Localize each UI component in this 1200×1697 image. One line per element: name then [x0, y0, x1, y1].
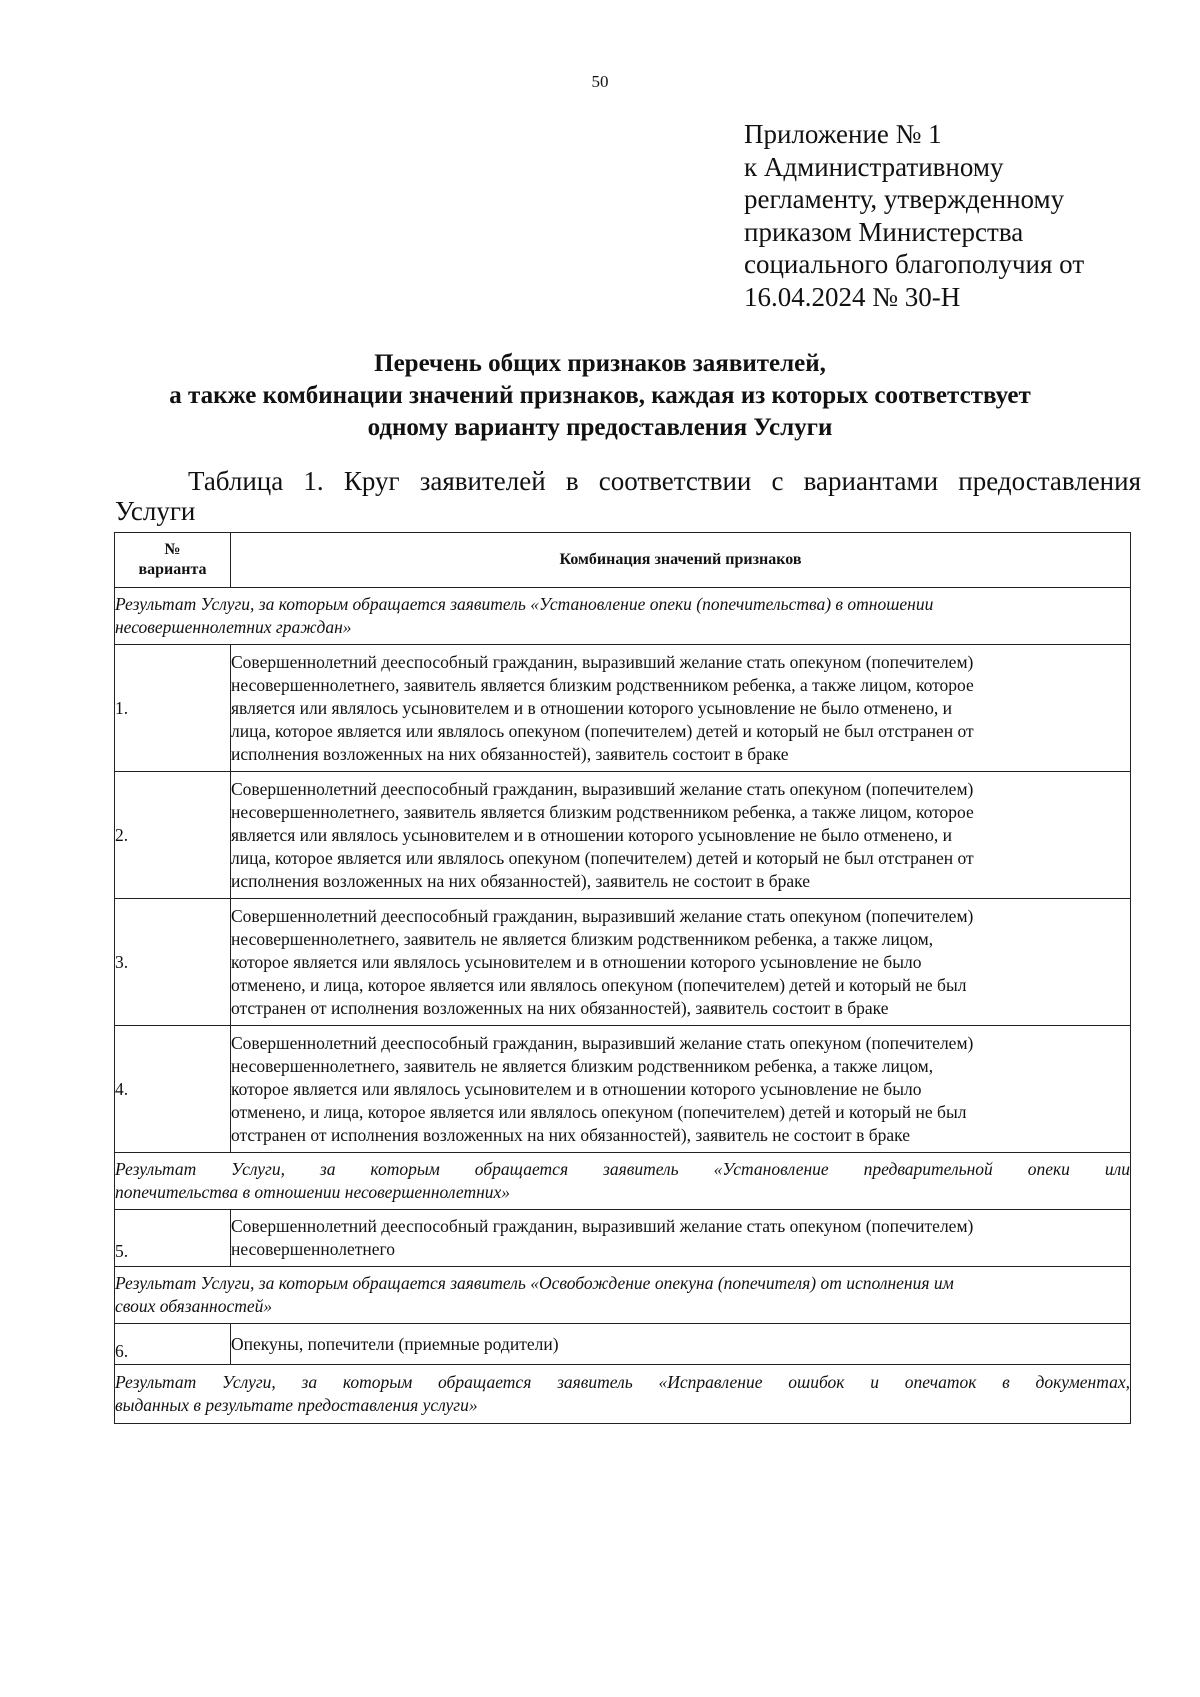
result-line: выданных в результате предоставления услуги» — [115, 1395, 478, 1415]
table-row — [115, 772, 1131, 899]
description-line: отменено, и лица, которое является или являлось опекуном (попечителем) детей и который не был — [231, 974, 967, 995]
variant-number: 2. — [115, 772, 231, 899]
description-line: Опекуны, попечители (приемные родители) — [231, 1333, 559, 1354]
title-line: одному варианту предоставления Услуги — [367, 414, 833, 441]
result-cell — [115, 1365, 1131, 1424]
description-line: Совершеннолетний дееспособный гражданин, выразивший желание стать опекуном (попечителем) — [231, 651, 974, 672]
description-line: Совершеннолетний дееспособный гражданин, выразивший желание стать опекуном (попечителем) — [231, 1032, 974, 1053]
description-line: отстранен от исполнения возложенных на них обязанностей), заявитель не состоит в браке — [231, 1124, 910, 1145]
result-row — [115, 1153, 1131, 1210]
appendix-line: 16.04.2024 № 30-Н — [744, 281, 961, 312]
result-line: Результат Услуги, за которым обращается заявитель «Установление предварительной опеки или — [115, 1159, 1130, 1179]
header-combination: Комбинация значений признаков — [231, 533, 1131, 588]
appendix-line: приказом Министерства — [744, 216, 1024, 247]
title-line: а также комбинации значений признаков, каждая из которых соответствует — [169, 382, 1031, 409]
description-line: несовершеннолетнего, заявитель является близким родственником ребенка, а также лицом, которое — [231, 801, 974, 822]
appendix-line: к Административному — [744, 151, 1004, 182]
variant-description — [231, 1324, 1131, 1365]
variant-number: 1. — [115, 645, 231, 772]
result-line: Результат Услуги, за которым обращается заявитель «Освобождение опекуна (попечителя) от исполнения им — [115, 1273, 954, 1293]
variant-number: 4. — [115, 1026, 231, 1153]
appendix-block — [744, 118, 1164, 313]
result-line: Результат Услуги, за которым обращается заявитель «Исправление ошибок и опечаток в документах, — [115, 1372, 1130, 1392]
caption-line: Услуги — [115, 496, 196, 526]
description-line: лица, которое является или являлось опекуном (попечителем) детей и который не был отстранен от — [231, 720, 974, 741]
result-cell — [115, 588, 1131, 645]
description-line: Совершеннолетний дееспособный гражданин, выразивший желание стать опекуном (попечителем) — [231, 905, 974, 926]
variant-description — [231, 645, 1131, 772]
description-line: которое является или являлось усыновителем и в отношении которого усыновление не было — [231, 1078, 922, 1099]
description-line: несовершеннолетнего — [231, 1239, 396, 1259]
header-num-label: варианта — [138, 561, 207, 578]
appendix-line: социального благополучия от — [744, 249, 1085, 279]
document-title — [100, 348, 1100, 444]
description-line: исполнения возложенных на них обязанностей), заявитель не состоит в браке — [231, 870, 811, 891]
description-line: является или являлось усыновителем и в отношении которого усыновление не было отменено, и — [231, 824, 953, 845]
variant-description — [231, 772, 1131, 899]
variant-description — [231, 1026, 1131, 1153]
description-line: несовершеннолетнего, заявитель не является близким родственником ребенка, а также лицом, — [231, 928, 934, 949]
header-variant-number — [115, 533, 231, 588]
result-row — [115, 588, 1131, 645]
result-cell — [115, 1267, 1131, 1324]
description-line: которое является или являлось усыновителем и в отношении которого усыновление не было — [231, 951, 922, 972]
table-row — [115, 1210, 1131, 1267]
header-num-symbol: № — [164, 541, 181, 558]
description-line: является или являлось усыновителем и в отношении которого усыновление не было отменено, и — [231, 697, 953, 718]
variant-description — [231, 1210, 1131, 1267]
table-row — [115, 1026, 1131, 1153]
appendix-line: Приложение № 1 — [744, 119, 942, 149]
description-line: исполнения возложенных на них обязанностей), заявитель состоит в браке — [231, 743, 789, 764]
variant-number: 5. — [115, 1210, 231, 1267]
appendix-line: регламенту, утвержденному — [744, 184, 1065, 214]
description-line: лица, которое является или являлось опекуном (попечителем) детей и который не был отстранен от — [231, 847, 974, 868]
description-line: несовершеннолетнего, заявитель является близким родственником ребенка, а также лицом, которое — [231, 674, 974, 695]
table-row — [115, 1324, 1131, 1365]
table-header-row — [115, 533, 1131, 588]
result-line: своих обязанностей» — [115, 1296, 273, 1316]
variants-table — [114, 532, 1131, 1424]
description-line: отстранен от исполнения возложенных на них обязанностей), заявитель состоит в браке — [231, 997, 889, 1018]
table-caption — [115, 466, 1141, 526]
table-row — [115, 645, 1131, 772]
variant-description — [231, 899, 1131, 1026]
variant-number: 6. — [115, 1324, 231, 1365]
description-line: отменено, и лица, которое является или являлось опекуном (попечителем) детей и который не был — [231, 1101, 967, 1122]
result-cell — [115, 1153, 1131, 1210]
result-line: Результат Услуги, за которым обращается заявитель «Установление опеки (попечительства) в отношении — [115, 594, 934, 614]
result-line: несовершеннолетних граждан» — [115, 617, 352, 637]
caption-line: Таблица 1. Круг заявителей в соответствии с вариантами предоставления — [188, 466, 1141, 496]
description-line: Совершеннолетний дееспособный гражданин, выразивший желание стать опекуном (попечителем) — [231, 1216, 974, 1236]
variant-number: 3. — [115, 899, 231, 1026]
description-line: Совершеннолетний дееспособный гражданин, выразивший желание стать опекуном (попечителем) — [231, 778, 974, 799]
result-line: попечительства в отношении несовершеннолетних» — [115, 1182, 511, 1202]
result-row — [115, 1365, 1131, 1424]
description-line: несовершеннолетнего, заявитель не является близким родственником ребенка, а также лицом, — [231, 1055, 934, 1076]
result-row — [115, 1267, 1131, 1324]
page-number: 50 — [591, 72, 609, 91]
table-row — [115, 899, 1131, 1026]
title-line: Перечень общих признаков заявителей, — [374, 350, 826, 377]
